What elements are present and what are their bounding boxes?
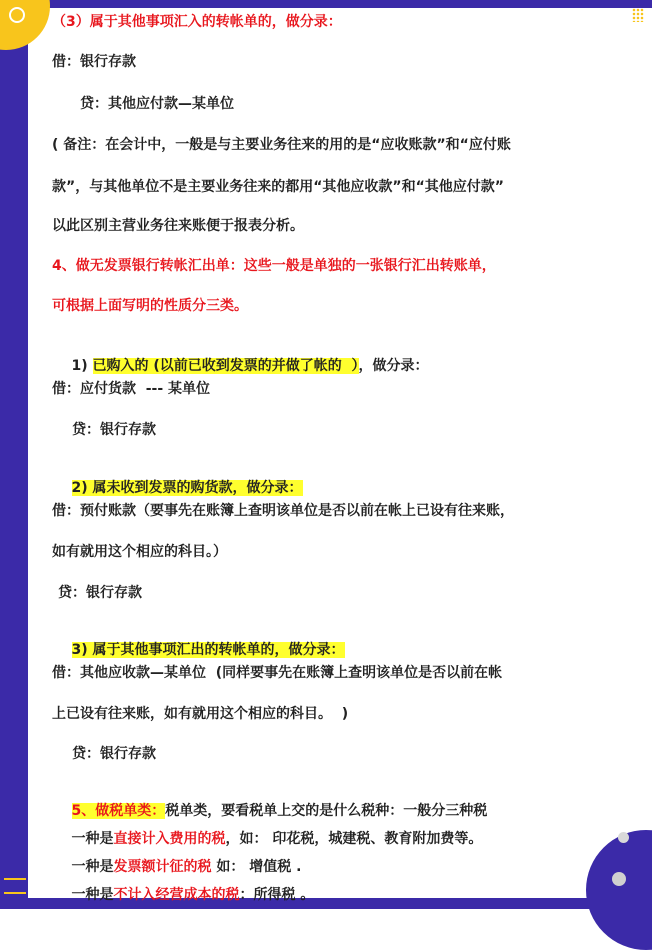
debit-line-continued: 如有就用这个相应的科目。）	[52, 544, 227, 560]
highlighted-text: 2) 属未收到发票的购货款，做分录：	[71, 480, 303, 496]
debit-line-continued: 上已设有往来账，如有就用这个相应的科目。 )	[52, 706, 349, 722]
debit-line: 借：其他应收款—某单位 (同样要事先在账簿上查明该单位是否以前在帐	[52, 665, 503, 681]
section-5-text: 税单类，要看税单上交的是什么税种：一般分三种税	[165, 803, 488, 819]
debit-line: 借：预付账款（要事先在账簿上查明该单位是否以前在帐上已设有往来账，	[52, 503, 514, 519]
highlighted-text: 3) 属于其他事项汇出的转帐单的，做分录：	[71, 642, 345, 658]
item-text: ，做分录：	[358, 358, 429, 374]
tax-example: 如： 增值税 .	[211, 859, 302, 875]
dot-decoration	[612, 872, 626, 886]
note-line-3: 以此区别主营业务往来账便于报表分析。	[52, 218, 304, 234]
tax-prefix: 一种是	[71, 831, 114, 847]
note-line-2: 款”，与其他单位不是主要业务往来的都用“其他应收款”和“其他应付款”	[52, 179, 505, 195]
corner-circle-decoration	[0, 0, 50, 50]
tax-example: ，如： 印花税，城建税、教育附加费等。	[225, 831, 483, 847]
frame-top-border	[0, 0, 652, 8]
dot-decoration	[618, 832, 629, 843]
note-line-1: ( 备注：在会计中，一般是与主要业务往来的用的是“应收账款”和“应付账	[52, 137, 511, 153]
corner-wave-decoration	[586, 830, 652, 950]
corner-ring-decoration	[9, 7, 25, 23]
section-3-heading: （3）属于其他事项汇入的转帐单的，做分录：	[52, 14, 342, 30]
frame-left-border	[0, 0, 28, 909]
debit-line: 借：应付货款 --- 某单位	[52, 381, 211, 397]
tax-category: 直接计入费用的税	[113, 831, 226, 847]
credit-line: 贷：银行存款	[72, 746, 156, 762]
dot-grid-decoration	[632, 8, 644, 22]
tax-prefix: 一种是	[71, 887, 114, 903]
tax-category: 发票额计征的税	[113, 859, 212, 875]
highlighted-text: 已购入的 (以前已收到发票的并做了帐的 ）	[92, 358, 359, 374]
item-number: 1)	[71, 358, 93, 374]
credit-line: 贷：其他应付款—某单位	[80, 96, 234, 112]
debit-line: 借：银行存款	[52, 54, 136, 70]
tax-prefix: 一种是	[71, 859, 114, 875]
tax-type-line-3	[52, 868, 314, 922]
credit-line: 贷：银行存款	[72, 422, 156, 438]
section-4-subheading: 可根据上面写明的性质分三类。	[52, 298, 248, 314]
section-4-heading: 4、做无发票银行转帐汇出单：这些一般是单独的一张银行汇出转账单，	[52, 258, 496, 274]
tax-category: 不计入经营成本的税	[113, 887, 240, 903]
highlighted-text: 5、做税单类：	[71, 803, 166, 819]
credit-line: 贷：银行存款	[58, 585, 142, 601]
stripe-decoration	[4, 878, 26, 894]
tax-example: ：所得税 。	[239, 887, 315, 903]
